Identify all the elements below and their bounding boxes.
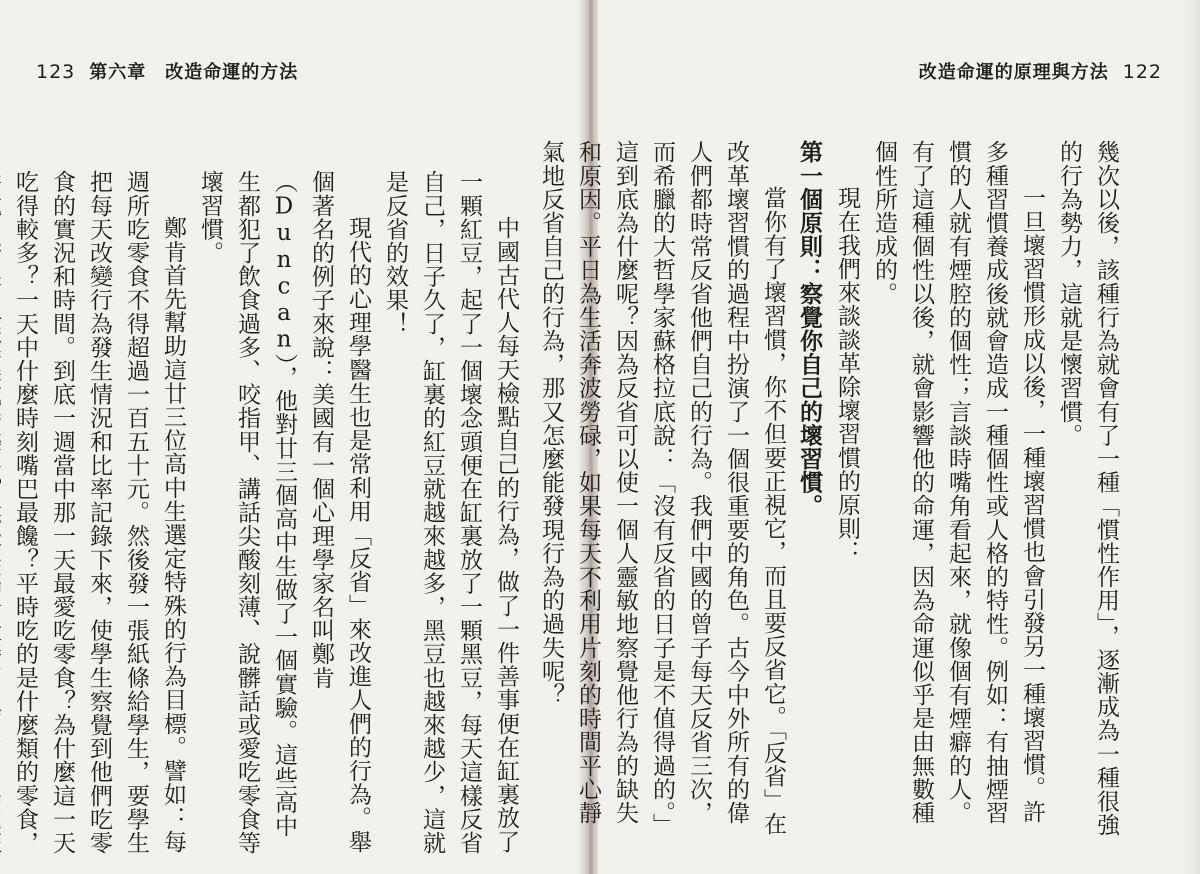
principle-heading: 第一個原則：察覺你自己的壞習慣。 — [796, 140, 823, 518]
right-page-number: 122 — [1122, 61, 1162, 83]
right-page — [538, 0, 1200, 874]
chapter-title: 第六章 改造命運的方法 — [89, 62, 299, 83]
right-paragraph-2: 一旦壞習慣形成以後，一種壞習慣也會引發另一種壞習慣。許多種習慣養成後就會造成一種個性或人格的特性。例如：有抽煙習慣的人就有煙腔的個性；言談時嘴角看起來，就像個有煙癖的人。有了這種個性以後，就會影響他的命運，因為命運似乎是由無數種個性所造成的。 — [871, 140, 1045, 825]
right-paragraph-1: 幾次以後，該種行為就會有了一種「慣性作用」，逐漸成為一種很強的行為勢力，這就是懷習慣。 — [1056, 140, 1119, 837]
right-paragraph-3: 現在我們來談談革除壞習慣的原則： — [834, 186, 860, 564]
page-edge-shadow — [1182, 0, 1200, 874]
right-body-text — [538, 140, 1124, 845]
left-page — [0, 0, 584, 874]
left-body-text — [4, 170, 524, 860]
book-section-title: 改造命運的原理與方法 — [918, 62, 1109, 83]
left-page-number: 123 — [36, 61, 76, 83]
left-paragraph-3: 鄭肯首先幫助這廿三位高中生選定特殊的行為目標。譬如：每週所吃零食不得超過一百五十元。然後發一張紙條給學生，要學生把每天改變行為發生情況和比率記錄下來，使學生察覺到他們吃零食的實況和時間。到底一週當中那一天最愛吃零食？為什麼這一天吃得較多？一天中什麼時刻嘴巴最饞？平時吃的是什麼類的零食， — [12, 170, 186, 855]
left-paragraph-1: 中國古代人每天檢點自己的行為，做了一件善事便在缸裏放了一顆紅豆，起了一個壞念頭便在缸裏放了一顆黑豆，每天這樣反省自己，日子久了，缸裏的紅豆就越來越多，黑豆也越來越少，這就是反省的效果！ — [382, 170, 519, 855]
right-running-head — [919, 58, 1162, 84]
right-paragraph-5: 當你有了壞習慣，你不但要正視它，而且要反省它。「反省」在改革壞習慣的過程中扮演了一個很重要的角色。古今中外所有的偉人們都時常反省他們自己的行為。我們中國的曾子每天反省三次，而希臘的大哲學家蘇格拉底說：「沒有反省的日子是不值得過的。」這到底為什麼呢？因為反省可以使一個人靈敏地察覺他行為的缺失和原因。平日為生活奔波勞碌，如果每天不利用片刻的時間平心靜氣地反省自己的行為，那又怎麼能發現行為的過失呢？ — [538, 140, 786, 837]
left-running-head — [36, 58, 298, 84]
left-paragraph-2: 現代的心理學醫生也是常利用「反省」來改進人們的行為。舉個著名的例子來說：美國有一個心理學家名叫鄭肯（Duncan），他對廿三個高中生做了一個實驗。這些高中生都犯了飲食過多、咬指甲、講話尖酸刻薄、說髒話或愛吃零食等壞習慣。 — [197, 170, 371, 855]
